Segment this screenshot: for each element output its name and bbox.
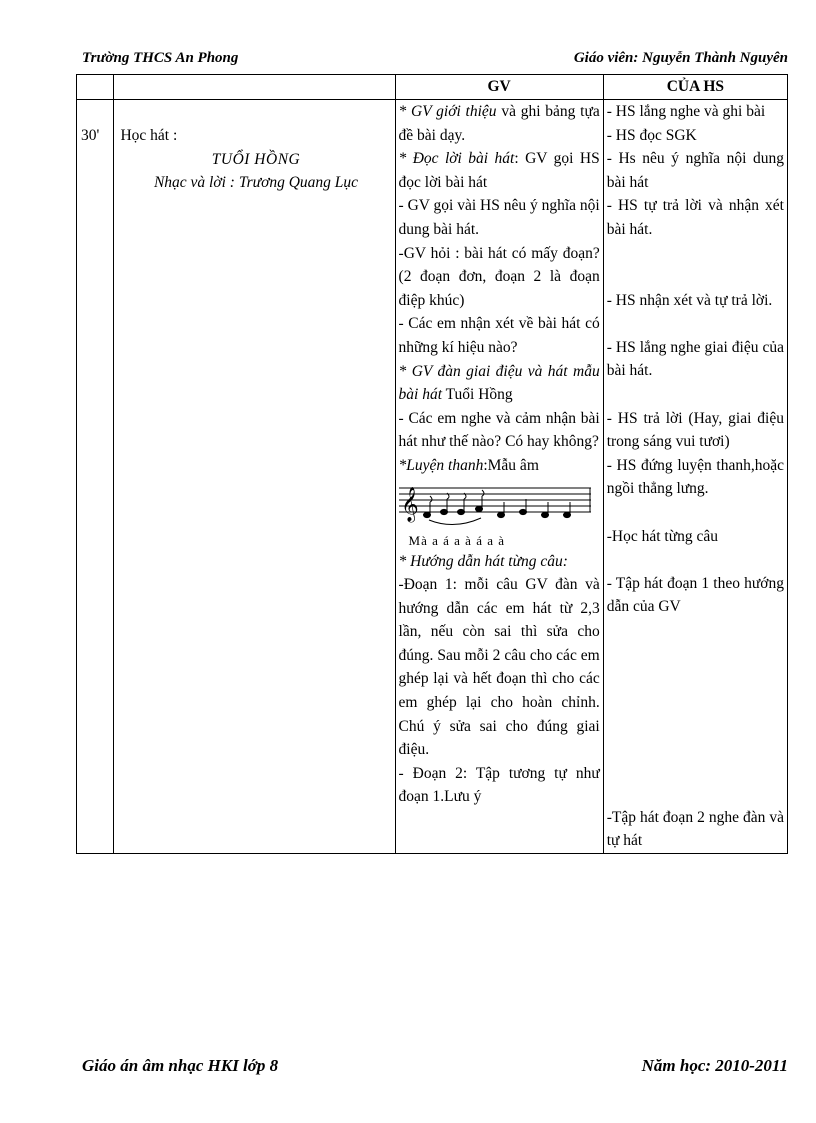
hs-step-read: - HS đọc SGK <box>606 126 697 144</box>
gv-step-section1: -Đoạn 1: mỗi câu GV đàn và hướng dẫn các em hát từ 2,3 lần, nếu còn sai thì sửa cho đúng. Sau mỗi 2 câu cho các em ghép lại và hết đoạn thì cho các em ghép lại cho hoàn chỉnh. Chú ý sửa sai cho đúng giai điệu. <box>398 576 600 759</box>
lesson-plan-table <box>76 74 788 854</box>
gv-step-symbols: - Các em nhận xét về bài hát có những kí hiệu nào? <box>398 315 600 356</box>
table-row <box>77 100 788 854</box>
hs-step-lines: -Học hát từng câu <box>606 527 718 545</box>
svg-text:𝄞: 𝄞 <box>400 486 419 522</box>
hs-step-meaning: - Hs nêu ý nghĩa nội dung bài hát <box>606 150 784 191</box>
song-title: TUỔI HỒNG <box>211 150 301 168</box>
footer-year: Năm học: 2010-2011 <box>641 1056 788 1075</box>
teacher-name: Giáo viên: Nguyễn Thành Nguyên <box>573 50 788 66</box>
hs-step-warmup: - HS đứng luyện thanh,hoặc ngồi thẳng lưng. <box>606 456 784 498</box>
gv-step-read-lyrics: * Đọc lời bài hát: GV gọi HS đọc lời bài hát <box>398 150 600 191</box>
gv-step-demo: * GV đàn giai điệu và hát mẫu bài hát Tuổi Hồng <box>398 362 600 404</box>
hs-activities-cell <box>603 100 787 854</box>
footer-course: Giáo án âm nhạc HKI lớp 8 <box>82 1056 279 1075</box>
header-content-cell <box>114 75 395 100</box>
score-syllables: Mà a á a à á a à <box>408 532 506 548</box>
hs-step-section2: -Tập hát đoạn 2 nghe đàn và tự hát <box>606 808 784 850</box>
header-hs: CỦA HS <box>603 75 787 100</box>
hs-step-section1: - Tập hát đoạn 1 theo hướng dẫn của GV <box>606 574 784 616</box>
gv-step-meaning: - GV gọi vài HS nêu ý nghĩa nội dung bài hát. <box>398 197 600 238</box>
header-time-cell <box>77 75 114 100</box>
hs-step-answer: - HS trả lời (Hay, giai điệu trong sáng vui tươi) <box>606 409 784 451</box>
hs-step-symbols: - HS nhận xét và tự trả lời. <box>606 291 773 309</box>
gv-step-intro: * GV giới thiệu và ghi bảng tựa đề bài dạy. <box>398 103 600 144</box>
hs-step-sections: - HS tự trả lời và nhận xét bài hát. <box>606 197 784 238</box>
hs-step-listen: - HS lắng nghe và ghi bài <box>606 103 766 120</box>
time-cell: 30' <box>77 100 114 854</box>
school-name: Trường THCS An Phong <box>82 50 239 66</box>
gv-activities-cell <box>395 100 603 854</box>
gv-step-feel: - Các em nghe và cảm nhận bài hát như thế nào? Có hay không? <box>398 409 600 451</box>
gv-step-warmup: *Luyện thanh:Mẫu âm <box>398 456 539 474</box>
header-gv: GV <box>395 75 603 100</box>
lesson-cell <box>114 100 395 854</box>
table-header-row <box>77 75 788 100</box>
gv-step-teach-lines: * Hướng dẫn hát từng câu: <box>398 552 568 570</box>
hs-step-melody: - HS lắng nghe giai điệu của bài hát. <box>606 338 784 380</box>
lesson-label: Học hát : <box>120 127 178 144</box>
gv-step-section2: - Đoạn 2: Tập tương tự như đoạn 1.Lưu ý <box>398 764 600 806</box>
vocal-exercise-score <box>399 480 600 528</box>
gv-step-sections: -GV hỏi : bài hát có mấy đoạn? (2 đoạn đơn, đoạn 2 là đoạn điệp khúc) <box>398 244 600 309</box>
song-author: Nhạc và lời : Trương Quang Lục <box>153 174 359 192</box>
